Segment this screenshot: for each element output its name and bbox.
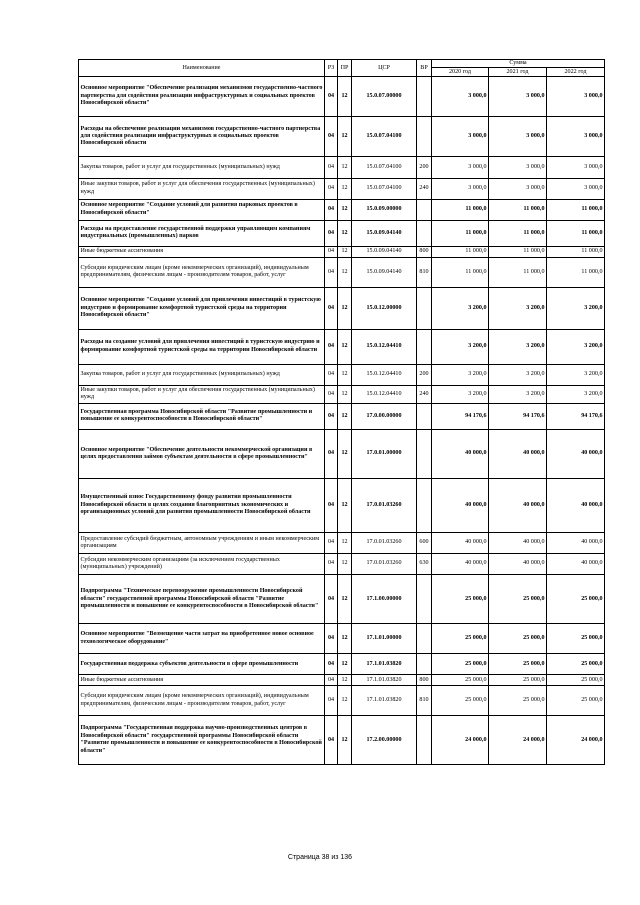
row-sum-2021: 40 000,0 (489, 429, 547, 478)
row-rz: 04 (325, 199, 338, 220)
row-sum-2022: 40 000,0 (547, 478, 605, 532)
row-sum-2022: 3 200,0 (547, 385, 605, 403)
row-pr: 12 (338, 246, 352, 257)
row-name: Основное мероприятие "Возмещение части затрат на приобретенное новое основное технологическое оборудование" (79, 624, 325, 654)
row-pr: 12 (338, 329, 352, 364)
row-name: Государственная программа Новосибирской области "Развитие промышленности и повышение ее конкурентоспособности в Новосибирской области" (79, 403, 325, 429)
row-rz: 04 (325, 257, 338, 287)
row-sum-2021: 11 000,0 (489, 199, 547, 220)
table-row (79, 554, 605, 575)
row-csr: 17.1.01.03820 (352, 654, 417, 675)
row-sum-2020: 3 000,0 (432, 157, 489, 178)
row-name: Предоставление субсидий бюджетным, автономным учреждениям и иным некоммерческим организациям (79, 532, 325, 553)
row-sum-2020: 25 000,0 (432, 624, 489, 654)
header-year-2020: 2020 год (432, 68, 489, 77)
row-vr: 800 (417, 675, 432, 686)
row-sum-2020: 25 000,0 (432, 654, 489, 675)
row-name: Основное мероприятие "Обеспечение реализации механизмов государственно-частного партнерства для содействия реализации инфраструктурных и социальных проектов Новосибирской области" (79, 77, 325, 117)
row-csr: 17.0.01.03260 (352, 554, 417, 575)
row-sum-2020: 40 000,0 (432, 478, 489, 532)
row-rz: 04 (325, 117, 338, 157)
row-sum-2021: 11 000,0 (489, 220, 547, 246)
table-row (79, 287, 605, 329)
row-vr (417, 287, 432, 329)
table-row (79, 429, 605, 478)
row-sum-2022: 25 000,0 (547, 675, 605, 686)
row-pr: 12 (338, 257, 352, 287)
table-row (79, 220, 605, 246)
row-sum-2021: 11 000,0 (489, 257, 547, 287)
row-pr: 12 (338, 117, 352, 157)
row-vr (417, 117, 432, 157)
row-vr: 600 (417, 532, 432, 553)
table-row (79, 329, 605, 364)
row-pr: 12 (338, 220, 352, 246)
row-sum-2021: 3 200,0 (489, 364, 547, 385)
row-vr (417, 478, 432, 532)
header-rz: РЗ (325, 60, 338, 77)
row-sum-2020: 3 200,0 (432, 287, 489, 329)
row-sum-2020: 11 000,0 (432, 246, 489, 257)
row-name: Расходы на предоставление государственной поддержки управляющим компаниям индустриальных (промышленных) парков (79, 220, 325, 246)
row-sum-2022: 25 000,0 (547, 654, 605, 675)
row-vr (417, 403, 432, 429)
row-csr: 17.1.01.03820 (352, 675, 417, 686)
row-rz: 04 (325, 77, 338, 117)
row-rz: 04 (325, 403, 338, 429)
row-rz: 04 (325, 329, 338, 364)
row-sum-2022: 25 000,0 (547, 624, 605, 654)
row-name: Иные закупки товаров, работ и услуг для обеспечения государственных (муниципальных) нужд (79, 178, 325, 199)
row-vr (417, 220, 432, 246)
row-name: Закупка товаров, работ и услуг для государственных (муниципальных) нужд (79, 157, 325, 178)
row-vr: 630 (417, 554, 432, 575)
row-csr: 15.0.07.04100 (352, 157, 417, 178)
row-name: Имущественный взнос Государственному фонду развития промышленности Новосибирской области в целях создания благоприятных экономических и организационных условий для развития промышленности Новосибирской области (79, 478, 325, 532)
row-sum-2021: 25 000,0 (489, 675, 547, 686)
table-row (79, 246, 605, 257)
row-sum-2021: 25 000,0 (489, 575, 547, 624)
row-sum-2021: 11 000,0 (489, 246, 547, 257)
row-sum-2022: 40 000,0 (547, 554, 605, 575)
row-sum-2021: 3 200,0 (489, 385, 547, 403)
row-rz: 04 (325, 686, 338, 716)
row-sum-2022: 3 200,0 (547, 364, 605, 385)
row-pr: 12 (338, 385, 352, 403)
table-row (79, 675, 605, 686)
row-csr: 15.0.07.00000 (352, 77, 417, 117)
row-sum-2020: 3 200,0 (432, 364, 489, 385)
row-sum-2021: 3 200,0 (489, 287, 547, 329)
row-pr: 12 (338, 287, 352, 329)
table-row (79, 178, 605, 199)
table-row (79, 654, 605, 675)
row-csr: 17.0.01.03260 (352, 478, 417, 532)
row-sum-2020: 25 000,0 (432, 575, 489, 624)
row-sum-2022: 11 000,0 (547, 257, 605, 287)
table-row (79, 385, 605, 403)
header-year-2022: 2022 год (547, 68, 605, 77)
row-name: Государственная поддержка субъектов деятельности в сфере промышленности (79, 654, 325, 675)
row-sum-2021: 24 000,0 (489, 716, 547, 765)
row-csr: 15.0.09.04140 (352, 220, 417, 246)
row-sum-2022: 11 000,0 (547, 246, 605, 257)
budget-table (78, 59, 605, 765)
table-row (79, 199, 605, 220)
row-pr: 12 (338, 624, 352, 654)
row-name: Подпрограмма "Государственная поддержка научно-производственных центров в Новосибирской области" государственной программы Новосибирской области "Развитие промышленности и повышение ее конкурентоспособности в Новосибирской области" (79, 716, 325, 765)
row-name: Субсидии некоммерческим организациям (за исключением государственных (муниципальных) учреждений) (79, 554, 325, 575)
row-pr: 12 (338, 675, 352, 686)
row-vr (417, 624, 432, 654)
row-sum-2021: 25 000,0 (489, 686, 547, 716)
row-sum-2022: 94 170,6 (547, 403, 605, 429)
row-sum-2020: 25 000,0 (432, 675, 489, 686)
row-sum-2020: 40 000,0 (432, 532, 489, 553)
table-row (79, 117, 605, 157)
row-sum-2022: 25 000,0 (547, 686, 605, 716)
row-vr: 240 (417, 178, 432, 199)
row-sum-2021: 25 000,0 (489, 624, 547, 654)
table-row (79, 157, 605, 178)
row-sum-2020: 3 000,0 (432, 117, 489, 157)
row-vr: 200 (417, 364, 432, 385)
row-csr: 15.0.12.04410 (352, 364, 417, 385)
row-rz: 04 (325, 478, 338, 532)
row-csr: 17.1.01.00000 (352, 624, 417, 654)
row-vr (417, 716, 432, 765)
row-sum-2020: 40 000,0 (432, 429, 489, 478)
row-pr: 12 (338, 157, 352, 178)
table-body (79, 77, 605, 765)
row-pr: 12 (338, 199, 352, 220)
row-sum-2021: 3 000,0 (489, 157, 547, 178)
row-sum-2022: 3 000,0 (547, 178, 605, 199)
row-rz: 04 (325, 178, 338, 199)
header-name: Наименование (79, 60, 325, 77)
row-rz: 04 (325, 532, 338, 553)
row-sum-2021: 3 000,0 (489, 77, 547, 117)
row-sum-2020: 94 170,6 (432, 403, 489, 429)
row-csr: 15.0.09.04140 (352, 257, 417, 287)
row-csr: 15.0.09.00000 (352, 199, 417, 220)
row-sum-2021: 40 000,0 (489, 478, 547, 532)
row-sum-2022: 3 000,0 (547, 77, 605, 117)
row-rz: 04 (325, 575, 338, 624)
row-csr: 15.0.12.04410 (352, 329, 417, 364)
row-rz: 04 (325, 554, 338, 575)
row-pr: 12 (338, 429, 352, 478)
row-name: Расходы на обеспечение реализации механизмов государственно-частного партнерства для содействия реализации инфраструктурных и социальных проектов Новосибирской области (79, 117, 325, 157)
row-sum-2021: 3 200,0 (489, 329, 547, 364)
row-csr: 17.0.01.00000 (352, 429, 417, 478)
table-row (79, 77, 605, 117)
header-vr: ВР (417, 60, 432, 77)
row-pr: 12 (338, 532, 352, 553)
row-name: Субсидии юридическим лицам (кроме некоммерческих организаций), индивидуальным предпринимателям, физическим лицам - производителям товаров, работ, услуг (79, 686, 325, 716)
row-sum-2022: 3 200,0 (547, 287, 605, 329)
table-row (79, 716, 605, 765)
table-row (79, 575, 605, 624)
row-rz: 04 (325, 246, 338, 257)
row-vr (417, 77, 432, 117)
row-sum-2020: 3 200,0 (432, 385, 489, 403)
row-csr: 15.0.12.00000 (352, 287, 417, 329)
row-vr: 240 (417, 385, 432, 403)
row-sum-2022: 3 200,0 (547, 329, 605, 364)
row-vr: 200 (417, 157, 432, 178)
page-number: Страница 38 из 136 (287, 854, 353, 861)
row-sum-2021: 3 000,0 (489, 117, 547, 157)
row-vr (417, 329, 432, 364)
header-pr: ПР (338, 60, 352, 77)
row-csr: 17.0.01.03260 (352, 532, 417, 553)
row-sum-2021: 3 000,0 (489, 178, 547, 199)
row-name: Основное мероприятие "Создание условий для привлечения инвестиций в туристскую индустрию и формирование комфортной туристской среды на территории Новосибирской области" (79, 287, 325, 329)
header-sum: Сумма (432, 60, 605, 68)
row-name: Основное мероприятие "Создание условий для развития парковых проектов в Новосибирской области" (79, 199, 325, 220)
row-sum-2022: 25 000,0 (547, 575, 605, 624)
row-sum-2022: 11 000,0 (547, 220, 605, 246)
row-sum-2022: 3 000,0 (547, 157, 605, 178)
row-csr: 15.0.07.04100 (352, 178, 417, 199)
table-row (79, 403, 605, 429)
row-pr: 12 (338, 575, 352, 624)
row-sum-2022: 3 000,0 (547, 117, 605, 157)
row-vr (417, 199, 432, 220)
row-rz: 04 (325, 716, 338, 765)
row-rz: 04 (325, 429, 338, 478)
row-name: Иные бюджетные ассигнования (79, 246, 325, 257)
row-sum-2020: 24 000,0 (432, 716, 489, 765)
row-sum-2022: 11 000,0 (547, 199, 605, 220)
row-pr: 12 (338, 178, 352, 199)
row-name: Иные закупки товаров, работ и услуг для обеспечения государственных (муниципальных) нужд (79, 385, 325, 403)
row-sum-2020: 11 000,0 (432, 220, 489, 246)
row-vr: 800 (417, 246, 432, 257)
row-sum-2022: 40 000,0 (547, 429, 605, 478)
row-sum-2021: 40 000,0 (489, 554, 547, 575)
row-rz: 04 (325, 624, 338, 654)
row-sum-2021: 94 170,6 (489, 403, 547, 429)
row-rz: 04 (325, 385, 338, 403)
row-rz: 04 (325, 654, 338, 675)
row-pr: 12 (338, 654, 352, 675)
row-vr: 810 (417, 257, 432, 287)
row-sum-2020: 3 000,0 (432, 77, 489, 117)
row-pr: 12 (338, 686, 352, 716)
row-name: Подпрограмма "Техническое перевооружение промышленности Новосибирской области" государственной программы Новосибирской области "Развитие промышленности и повышение ее конкурентоспособности в Новосибирской области" (79, 575, 325, 624)
row-name: Основное мероприятие "Обеспечение деятельности некоммерческой организации в целях предоставления займов субъектам деятельности в сфере промышленности" (79, 429, 325, 478)
row-name: Закупка товаров, работ и услуг для государственных (муниципальных) нужд (79, 364, 325, 385)
row-rz: 04 (325, 675, 338, 686)
row-rz: 04 (325, 157, 338, 178)
row-rz: 04 (325, 287, 338, 329)
header-csr: ЦСР (352, 60, 417, 77)
row-sum-2020: 25 000,0 (432, 686, 489, 716)
table-row (79, 257, 605, 287)
row-name: Расходы на создание условий для привлечения инвестиций в туристскую индустрию и формирование комфортной туристской среды на территории Новосибирской области (79, 329, 325, 364)
table-row (79, 686, 605, 716)
row-vr (417, 429, 432, 478)
row-sum-2022: 24 000,0 (547, 716, 605, 765)
row-csr: 15.0.07.04100 (352, 117, 417, 157)
row-vr: 810 (417, 686, 432, 716)
row-sum-2021: 40 000,0 (489, 532, 547, 553)
row-name: Иные бюджетные ассигнования (79, 675, 325, 686)
row-sum-2022: 40 000,0 (547, 532, 605, 553)
row-rz: 04 (325, 364, 338, 385)
row-sum-2020: 3 000,0 (432, 178, 489, 199)
row-sum-2020: 3 200,0 (432, 329, 489, 364)
row-csr: 17.2.00.00000 (352, 716, 417, 765)
row-pr: 12 (338, 77, 352, 117)
row-csr: 17.1.01.03820 (352, 686, 417, 716)
row-pr: 12 (338, 554, 352, 575)
header-year-2021: 2021 год (489, 68, 547, 77)
row-name: Субсидии юридическим лицам (кроме некоммерческих организаций), индивидуальным предпринимателям, физическим лицам - производителям товаров, работ, услуг (79, 257, 325, 287)
table-row (79, 478, 605, 532)
row-sum-2021: 25 000,0 (489, 654, 547, 675)
row-pr: 12 (338, 364, 352, 385)
row-pr: 12 (338, 403, 352, 429)
row-csr: 17.0.00.00000 (352, 403, 417, 429)
table-row (79, 364, 605, 385)
row-csr: 17.1.00.00000 (352, 575, 417, 624)
table-row (79, 624, 605, 654)
row-csr: 15.0.09.04140 (352, 246, 417, 257)
row-sum-2020: 11 000,0 (432, 257, 489, 287)
row-rz: 04 (325, 220, 338, 246)
row-pr: 12 (338, 716, 352, 765)
row-vr (417, 575, 432, 624)
row-csr: 15.0.12.04410 (352, 385, 417, 403)
row-sum-2020: 11 000,0 (432, 199, 489, 220)
row-vr (417, 654, 432, 675)
row-sum-2020: 40 000,0 (432, 554, 489, 575)
table-row (79, 532, 605, 553)
row-pr: 12 (338, 478, 352, 532)
